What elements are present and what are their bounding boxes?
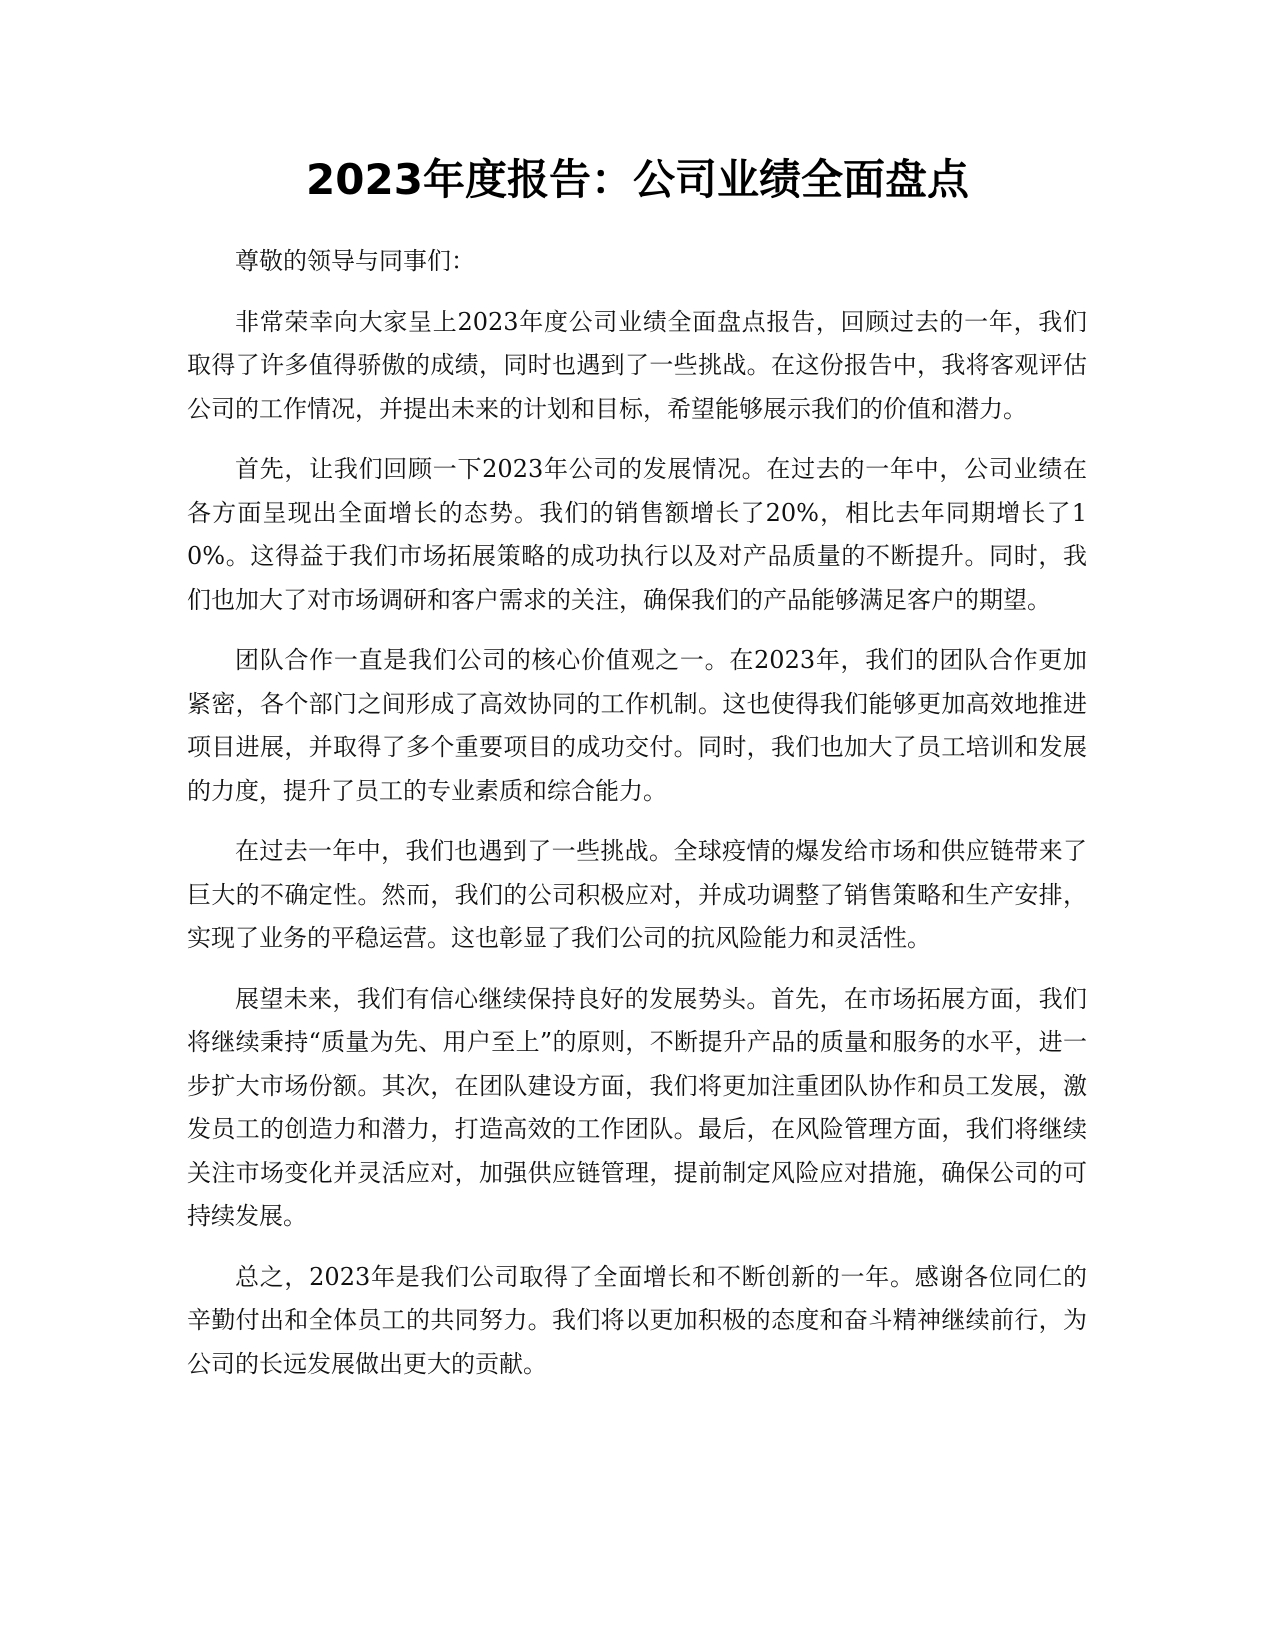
document-title: 2023年度报告：公司业绩全面盘点 (306, 155, 969, 204)
paragraph-performance: 首先，让我们回顾一下2023年公司的发展情况。在过去的一年中，公司业绩在各方面呈现出全面增长的态势。我们的销售额增长了20%，相比去年同期增长了10%。这得益于我们市场拓展策略的成功执行以及对产品质量的不断提升。同时，我们也加大了对市场调研和客户需求的关注，确保我们的产品能够满足客户的期望。 (187, 455, 1087, 614)
salutation: 尊敬的领导与同事们： (235, 247, 475, 275)
paragraph-conclusion: 总之，2023年是我们公司取得了全面增长和不断创新的一年。感谢各位同仁的辛勤付出和全体员工的共同努力。我们将以更加积极的态度和奋斗精神继续前行，为公司的长远发展做出更大的贡献。 (187, 1262, 1087, 1378)
paragraph-challenges: 在过去一年中，我们也遇到了一些挑战。全球疫情的爆发给市场和供应链带来了巨大的不确定性。然而，我们的公司积极应对，并成功调整了销售策略和生产安排，实现了业务的平稳运营。这也彰显了我们公司的抗风险能力和灵活性。 (187, 837, 1087, 952)
paragraph-outlook: 展望未来，我们有信心继续保持良好的发展势头。首先，在市场拓展方面，我们将继续秉持“质量为先、用户至上”的原则，不断提升产品的质量和服务的水平，进一步扩大市场份额。其次，在团队建设方面，我们将更加注重团队协作和员工发展，激发员工的创造力和潜力，打造高效的工作团队。最后，在风险管理方面，我们将继续关注市场变化并灵活应对，加强供应链管理，提前制定风险应对措施，确保公司的可持续发展。 (187, 984, 1087, 1230)
paragraph-intro: 非常荣幸向大家呈上2023年度公司业绩全面盘点报告，回顾过去的一年，我们取得了许多值得骄傲的成绩，同时也遇到了一些挑战。在这份报告中，我将客观评估公司的工作情况，并提出未来的计划和目标，希望能够展示我们的价值和潜力。 (187, 307, 1087, 423)
document-body (187, 240, 1087, 1403)
paragraph-teamwork: 团队合作一直是我们公司的核心价值观之一。在2023年，我们的团队合作更加紧密，各个部门之间形成了高效协同的工作机制。这也使得我们能够更加高效地推进项目进展，并取得了多个重要项目的成功交付。同时，我们也加大了员工培训和发展的力度，提升了员工的专业素质和综合能力。 (187, 646, 1087, 805)
